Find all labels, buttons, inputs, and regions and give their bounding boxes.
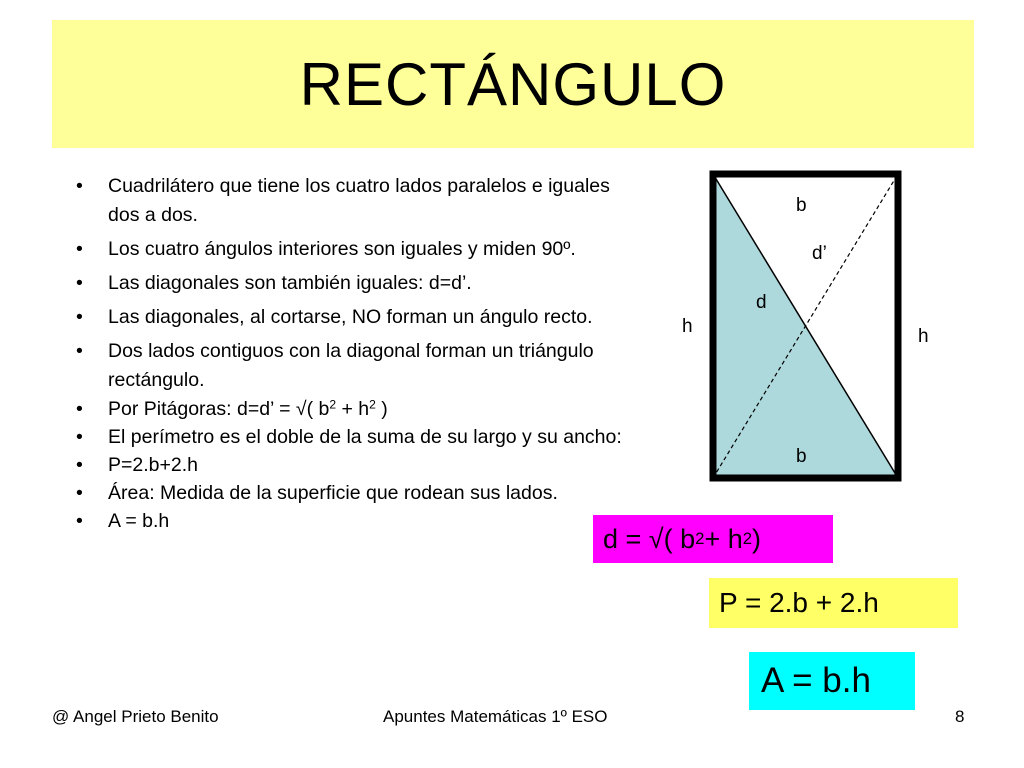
label-h-left: h: [682, 316, 693, 337]
footer-course: Apuntes Matemáticas 1º ESO: [383, 707, 608, 726]
perimeter-formula-box: P = 2.b + 2.h: [709, 578, 958, 628]
bullet-item: • Los cuatro ángulos interiores son iguales y miden 90º.: [72, 235, 632, 264]
title-banner: [52, 20, 974, 148]
bullet-item: • Las diagonales son también iguales: d=d’.: [72, 269, 632, 298]
bullet-list: [72, 172, 632, 538]
footer-page-number: 8: [955, 707, 965, 726]
bullet-item-pythagoras: • Por Pitágoras: d=d’ = √( $b^2 + h^2$ ): [72, 398, 632, 420]
bullet-item: • P=2.b+2.h: [72, 454, 632, 476]
page-title: RECTÁNGULO: [299, 50, 727, 118]
bullet-item: • Las diagonales, al cortarse, NO forman un ángulo recto.: [72, 303, 632, 332]
area-formula-box: A = b.h: [749, 652, 915, 710]
rectangle-diagram: [670, 168, 950, 488]
footer-author: @ Angel Prieto Benito: [52, 707, 219, 726]
label-d: d: [756, 292, 767, 313]
bullet-item: • Dos lados contiguos con la diagonal forman un triángulo rectángulo.: [72, 337, 632, 395]
bullet-item: • Área: Medida de la superficie que rodean sus lados.: [72, 482, 632, 504]
bullet-item: • El perímetro es el doble de la suma de su largo y su ancho:: [72, 426, 632, 448]
label-b-top: b: [796, 195, 807, 216]
bullet-item: • A = b.h: [72, 510, 632, 532]
bullet-item: • Cuadrilátero que tiene los cuatro lados paralelos e iguales dos a dos.: [72, 172, 632, 230]
label-h-right: h: [918, 326, 929, 347]
diagonal-formula-box: d = √( b 2 + h 2 ): [593, 515, 833, 563]
rectangle-diagram-svg: [670, 168, 950, 488]
label-b-bottom: b: [796, 446, 807, 467]
label-d-prime: d’: [812, 243, 827, 264]
